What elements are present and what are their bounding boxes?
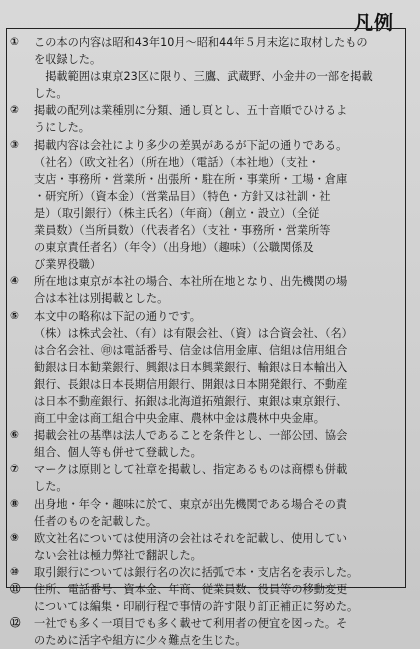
text-line: 掲載内容は会社により多少の差異があるが下記の通りである。 bbox=[34, 138, 348, 152]
text-line: 業員数）（当所員数）（代表者名）（支社・事務所・営業所等 bbox=[34, 224, 331, 238]
text-line: のために活字や組方に少々難点を生じた。 bbox=[34, 634, 247, 648]
text-line: した。 bbox=[34, 87, 68, 101]
text-line: 合は本社は別掲載とした。 bbox=[34, 292, 169, 306]
item-text bbox=[34, 34, 402, 102]
item-number: ⑩ bbox=[10, 565, 19, 578]
legend-item bbox=[10, 102, 402, 136]
item-number: ④ bbox=[10, 275, 19, 288]
text-line: 掲載会社の基準は法人であることを条件とし、一部公団、協会 bbox=[34, 429, 348, 443]
legend-item bbox=[10, 137, 402, 274]
text-line: この本の内容は昭和43年10月～昭和44年５月末迄に取材したもの bbox=[34, 36, 368, 49]
text-line: うにした。 bbox=[34, 121, 90, 135]
item-number: ⑪ bbox=[10, 583, 21, 595]
legend-item bbox=[10, 496, 402, 530]
legend-item bbox=[10, 530, 402, 564]
item-text bbox=[34, 427, 402, 461]
item-text bbox=[34, 564, 402, 581]
legend-item bbox=[10, 461, 402, 495]
text-line: び業界役職） bbox=[34, 258, 102, 272]
text-line: を収録した。 bbox=[34, 53, 102, 67]
item-number: ⑫ bbox=[10, 617, 21, 630]
text-line: 欧文社名については使用済の会社はそれを記載し、使用してい bbox=[34, 531, 348, 545]
text-line: 所在地は東京が本社の場合、本社所在地となり、出先機関の場 bbox=[34, 275, 348, 289]
item-text bbox=[34, 308, 402, 428]
text-line: は合名会社、㊞は電話番号、信金は信用金庫、信組は信用組合 bbox=[34, 343, 348, 357]
text-line: 銀行、長銀は日本長期信用銀行、開銀は日本開発銀行、不動産 bbox=[34, 377, 348, 391]
item-number: ⑨ bbox=[10, 531, 19, 544]
item-number: ② bbox=[10, 104, 19, 117]
text-line: 是）（取引銀行）（株主氏名）（年商）（創立・設立）（全従 bbox=[34, 206, 320, 220]
item-number: ⑥ bbox=[10, 429, 19, 442]
text-line: 一社でも多く一項目でも多く載せて利用者の便宜を図った。そ bbox=[34, 617, 348, 631]
legend-item bbox=[10, 308, 402, 428]
item-number: ⑤ bbox=[10, 309, 19, 322]
text-line: は日本不動産銀行、拓銀は北海道拓殖銀行、東銀は東京銀行、 bbox=[34, 394, 348, 408]
item-text bbox=[34, 581, 402, 615]
text-line: 出身地・年令・趣味に於て、東京が出先機関である場合その責 bbox=[34, 497, 348, 511]
text-line: 組合、個人等も併せて登載した。 bbox=[34, 446, 202, 460]
text-line: した。 bbox=[34, 480, 68, 494]
text-line: 取引銀行については銀行名の次に括弧で本・支店名を表示した。 bbox=[34, 565, 359, 579]
item-text bbox=[34, 461, 402, 495]
item-number: ③ bbox=[10, 138, 19, 151]
legend-item bbox=[10, 427, 402, 461]
text-line: 掲載範囲は東京23区に限り、三鷹、武蔵野、小金井の一部を掲載 bbox=[34, 70, 373, 84]
text-line: ・研究所）（資本金）（営業品目）（特色・方針又は社訓・社 bbox=[34, 189, 331, 203]
page-title: 凡例 bbox=[354, 12, 395, 34]
item-text bbox=[34, 273, 402, 307]
item-number: ⑦ bbox=[10, 463, 19, 476]
legend-item bbox=[10, 615, 402, 649]
text-line: 任者のものを記載した。 bbox=[34, 514, 158, 528]
text-line: 本文中の略称は下記の通りです。 bbox=[34, 309, 201, 323]
legend-item bbox=[10, 273, 402, 307]
text-line: 勧銀は日本勧業銀行、興銀は日本興業銀行、輸銀は日本輸出入 bbox=[34, 360, 348, 374]
text-line: 住所、電話番号、資本金、年商、従業員数、役員等の移動変更 bbox=[34, 583, 348, 596]
text-line: （社名）（欧文社名）（所在地）（電話）（本社地）（支社・ bbox=[34, 155, 320, 169]
item-text bbox=[34, 102, 402, 136]
item-text bbox=[34, 137, 402, 274]
legend-item bbox=[10, 34, 402, 102]
item-text bbox=[34, 615, 402, 649]
legend-list bbox=[10, 34, 402, 649]
legend-item bbox=[10, 581, 402, 615]
text-line: マークは原則として社章を掲載し、指定あるものは商標も併載 bbox=[34, 463, 348, 477]
item-number: ⑧ bbox=[10, 497, 19, 510]
legend-item bbox=[10, 564, 402, 581]
text-line: 掲載の配列は業種別に分類、通し頁とし、五十音順でひけるよ bbox=[34, 104, 348, 118]
text-line: については編集・印刷行程で事情の許す限り訂正補正に努めた。 bbox=[34, 600, 359, 614]
item-text bbox=[34, 530, 402, 564]
text-line: （株）は株式会社、（有）は有限会社、（資）は合資会社、（名） bbox=[34, 326, 353, 340]
item-number: ① bbox=[10, 36, 19, 48]
text-line: の東京責任者名）（年令）（出身地）（趣味）（公職関係及 bbox=[34, 241, 314, 255]
text-line: 商工中金は商工組合中央金庫、農林中金は農林中央金庫。 bbox=[34, 412, 325, 426]
text-line: ない会社は極力弊社で翻訳した。 bbox=[34, 548, 202, 562]
text-line: 支店・事務所・営業所・出張所・駐在所・事業所・工場・倉庫 bbox=[34, 172, 348, 186]
item-text bbox=[34, 496, 402, 530]
